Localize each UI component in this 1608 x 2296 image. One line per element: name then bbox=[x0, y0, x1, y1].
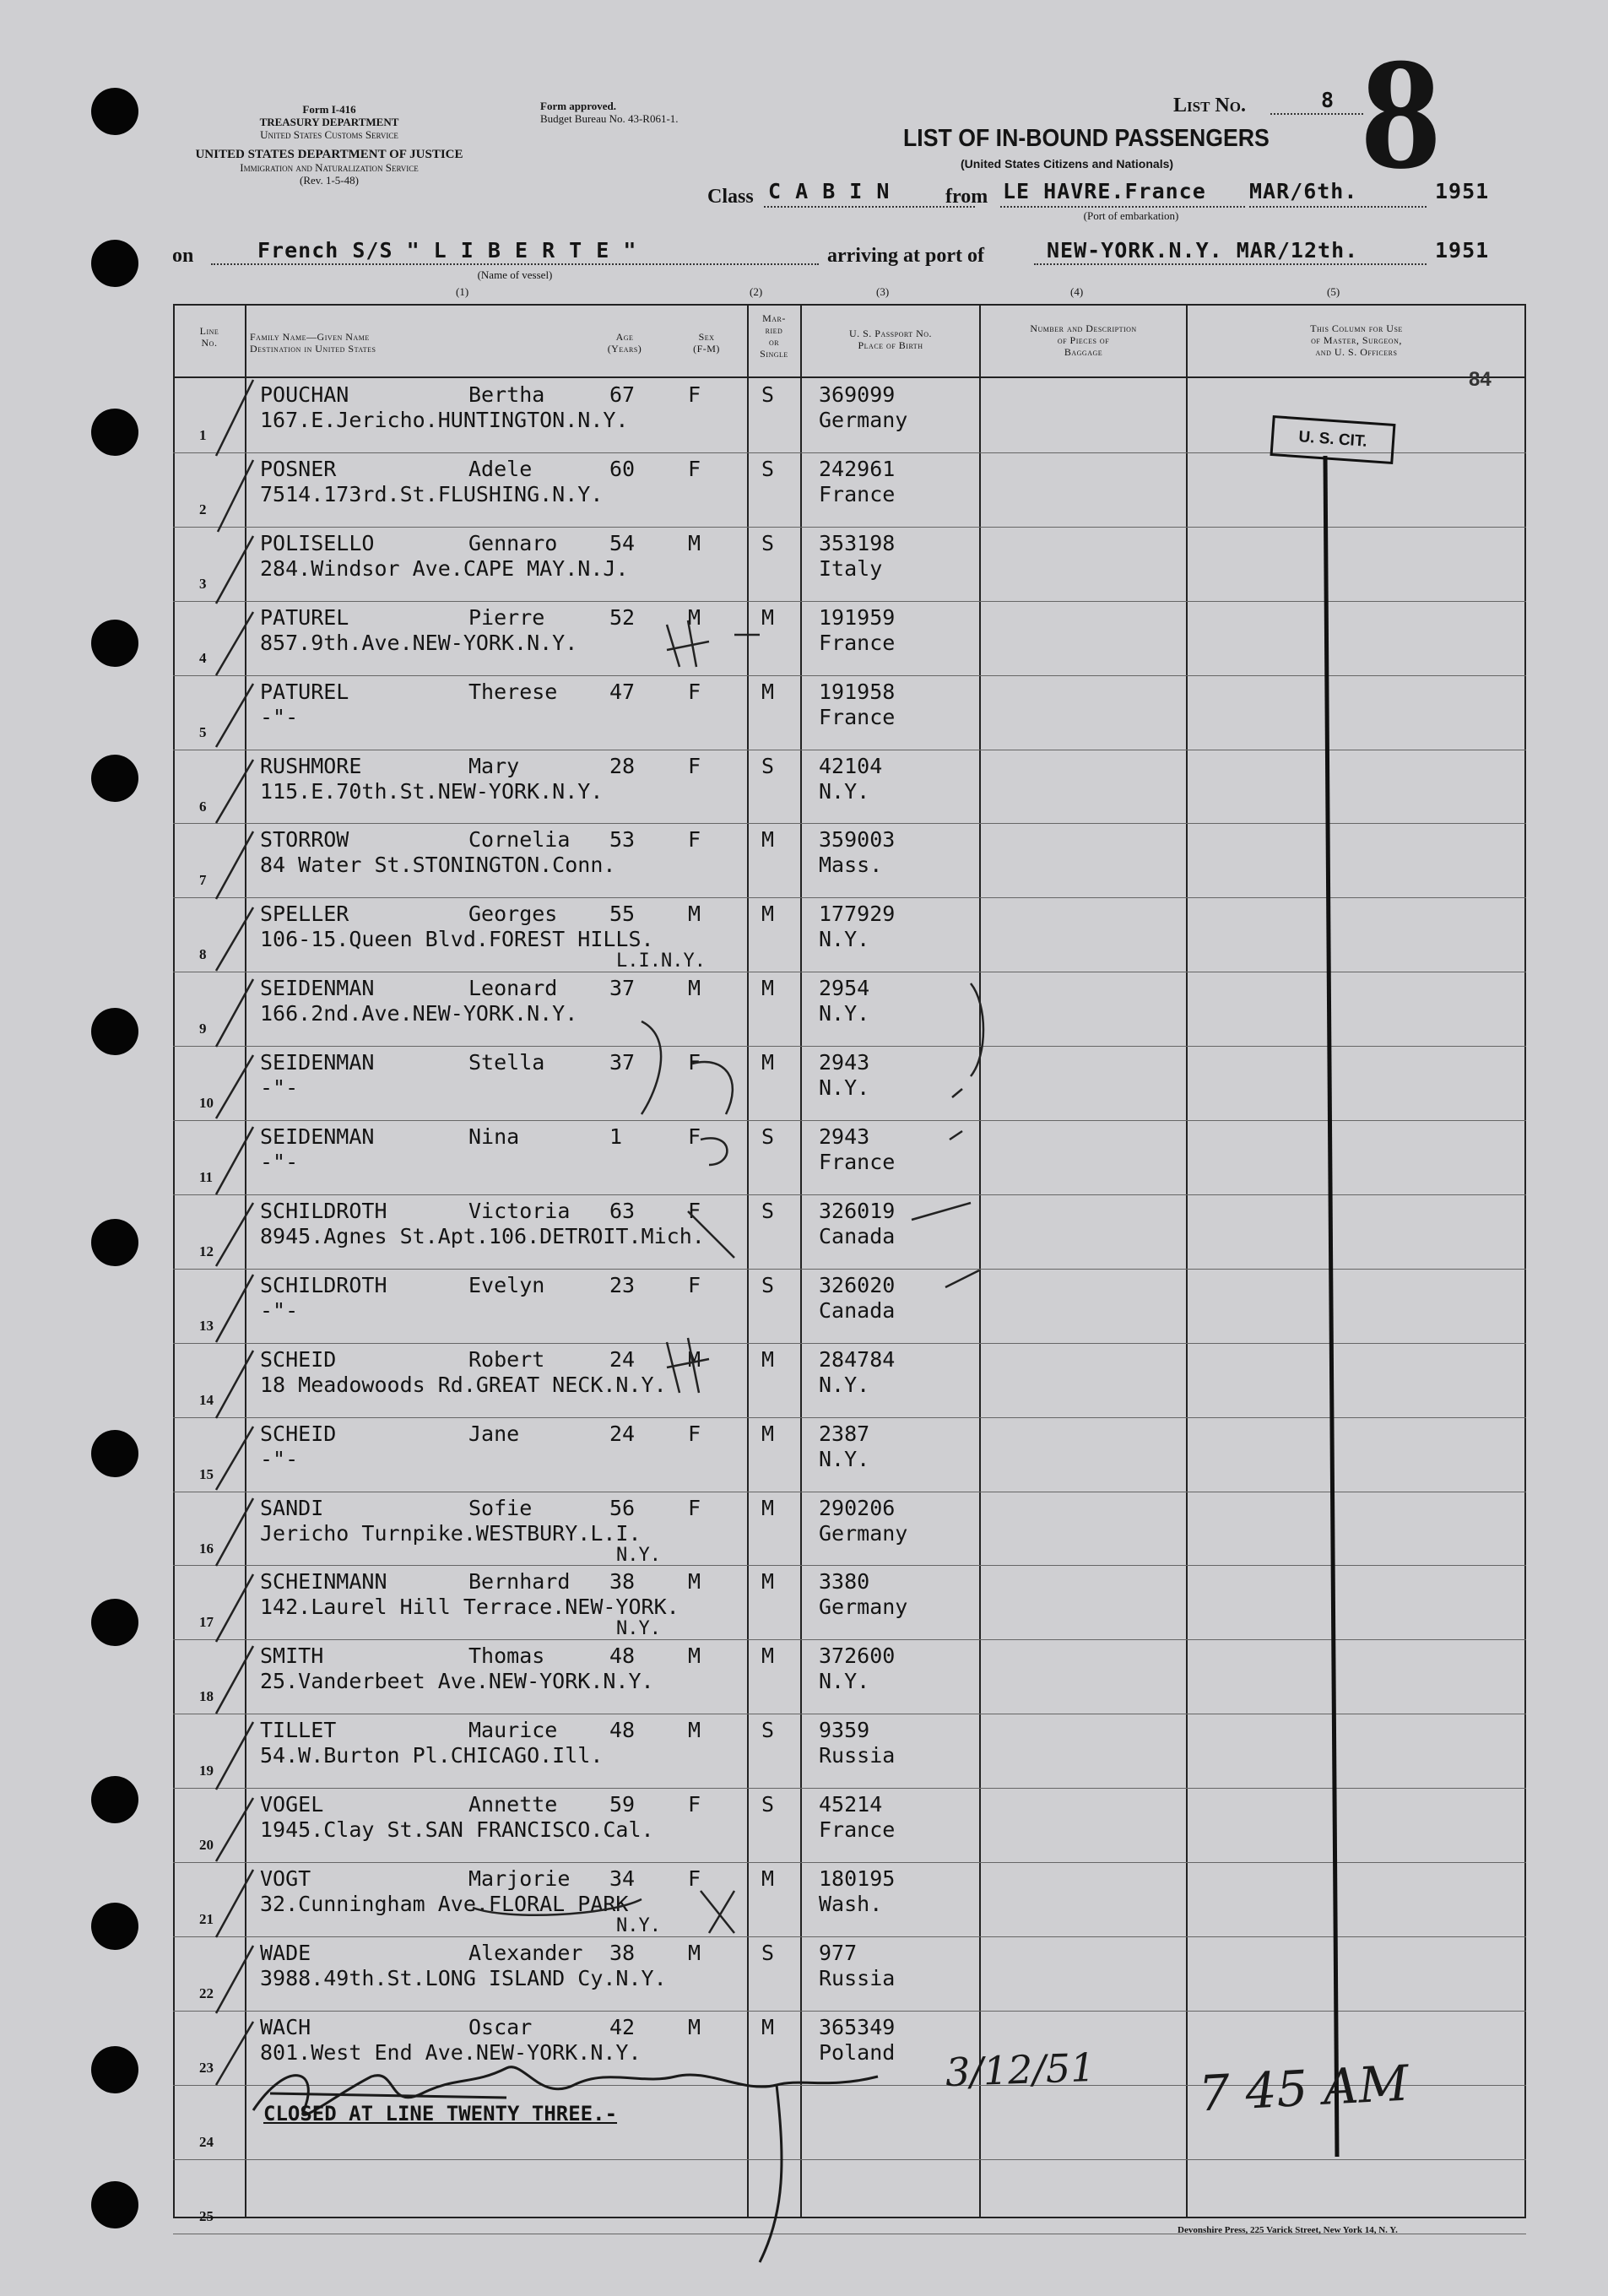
family-name: STORROW bbox=[260, 827, 349, 853]
class-label: Class bbox=[707, 186, 754, 208]
place-of-birth: France bbox=[819, 481, 896, 506]
line-number: 2 bbox=[199, 501, 207, 517]
sex: M bbox=[688, 1569, 701, 1595]
col-marker-4: (4) bbox=[1070, 285, 1084, 298]
sex: F bbox=[688, 1050, 701, 1075]
departure-year: 1951 bbox=[1435, 179, 1490, 203]
age: 24 bbox=[609, 1346, 636, 1372]
family-name: POSNER bbox=[260, 456, 337, 481]
family-name: WACH bbox=[260, 2014, 311, 2039]
list-no-value: 8 bbox=[1321, 88, 1335, 112]
destination: 115.E.70th.St.NEW-YORK.N.Y. bbox=[260, 778, 604, 804]
on-label: on bbox=[172, 245, 194, 267]
place-of-birth: Canada bbox=[819, 1223, 896, 1248]
class-value: C A B I N bbox=[768, 179, 891, 203]
destination: 54.W.Burton Pl.CHICAGO.Ill. bbox=[260, 1743, 604, 1768]
age: 55 bbox=[609, 902, 636, 927]
col-header-married-l2: ried bbox=[765, 324, 783, 336]
passport-number: 2943 bbox=[819, 1050, 870, 1075]
sex: F bbox=[688, 1272, 701, 1297]
line-number: 5 bbox=[199, 723, 207, 740]
passport-number: 180195 bbox=[819, 1866, 896, 1891]
marital-status: M bbox=[761, 604, 775, 630]
marital-status: S bbox=[761, 1198, 775, 1223]
marital-status: M bbox=[761, 2014, 775, 2039]
marital-status: S bbox=[761, 382, 775, 407]
given-name: Maurice bbox=[468, 1718, 558, 1743]
age: 52 bbox=[609, 604, 636, 630]
marital-status: S bbox=[761, 753, 775, 778]
destination-continued: N.Y. bbox=[616, 1915, 661, 1936]
printer-imprint: Devonshire Press, 225 Varick Street, New York 14, N. Y. bbox=[1178, 2225, 1398, 2235]
passport-number: 369099 bbox=[819, 382, 896, 407]
sex: M bbox=[688, 1346, 701, 1372]
passport-number: 372600 bbox=[819, 1643, 896, 1669]
sex: F bbox=[688, 456, 701, 481]
place-of-birth: Germany bbox=[819, 1595, 908, 1620]
given-name: Georges bbox=[468, 902, 558, 927]
sex: M bbox=[688, 902, 701, 927]
destination: 3988.49th.St.LONG ISLAND Cy.N.Y. bbox=[260, 1965, 667, 1990]
age: 56 bbox=[609, 1495, 636, 1520]
place-of-birth: N.Y. bbox=[819, 1372, 870, 1397]
arrival-year: 1951 bbox=[1435, 238, 1490, 263]
age: 23 bbox=[609, 1272, 636, 1297]
page-title: LIST OF IN-BOUND PASSENGERS bbox=[903, 125, 1270, 152]
family-name: SEIDENMAN bbox=[260, 1124, 375, 1149]
page-subtitle: (United States Citizens and Nationals) bbox=[961, 157, 1174, 171]
col-header-married-l1: Mar- bbox=[762, 312, 786, 324]
destination: 84 Water St.STONINGTON.Conn. bbox=[260, 853, 616, 878]
destination: 142.Laurel Hill Terrace.NEW-YORK. bbox=[260, 1595, 679, 1620]
place-of-birth: Canada bbox=[819, 1297, 896, 1323]
col-header-passport-l2: Place of Birth bbox=[858, 339, 923, 351]
line-number: 1 bbox=[199, 427, 207, 443]
age: 42 bbox=[609, 2014, 636, 2039]
family-name: WADE bbox=[260, 1940, 311, 1965]
marital-status: M bbox=[761, 976, 775, 1001]
check-marks bbox=[216, 380, 253, 2085]
marital-status: S bbox=[761, 1940, 775, 1965]
passport-number: 2943 bbox=[819, 1124, 870, 1149]
age: 24 bbox=[609, 1421, 636, 1446]
departure-date: MAR/6th. bbox=[1249, 179, 1358, 203]
col-header-baggage-l2: of Pieces of bbox=[1057, 334, 1110, 346]
vessel-value: French S/S " L I B E R T E " bbox=[257, 238, 637, 263]
marital-status: S bbox=[761, 1792, 775, 1817]
place-of-birth: Wash. bbox=[819, 1892, 883, 1916]
marital-status: M bbox=[761, 1643, 775, 1669]
family-name: SCHEID bbox=[260, 1421, 337, 1446]
passport-number: 284784 bbox=[819, 1346, 896, 1372]
line-number: 17 bbox=[199, 1614, 214, 1631]
destination: -"- bbox=[260, 1150, 299, 1174]
vessel-note: (Name of vessel) bbox=[477, 268, 553, 281]
sex: M bbox=[688, 1643, 701, 1669]
handwritten-time: 7 45 AM bbox=[1197, 2054, 1410, 2123]
sex: F bbox=[688, 1421, 701, 1446]
given-name: Adele bbox=[468, 456, 533, 481]
age: 47 bbox=[609, 679, 636, 704]
sex: M bbox=[688, 976, 701, 1001]
line-number: 6 bbox=[199, 798, 207, 815]
corner-note: 84 bbox=[1469, 368, 1492, 391]
destination-continued: N.Y. bbox=[616, 1618, 661, 1640]
destination: 284.Windsor Ave.CAPE MAY.N.J. bbox=[260, 555, 629, 581]
place-of-birth: N.Y. bbox=[819, 1001, 870, 1026]
place-of-birth: Mass. bbox=[819, 853, 883, 878]
col-marker-3: (3) bbox=[876, 285, 890, 298]
col-header-baggage-l1: Number and Description bbox=[1030, 322, 1137, 334]
budget-bureau: Budget Bureau No. 43-R061-1. bbox=[540, 112, 679, 125]
officer-long-line bbox=[1325, 456, 1337, 2157]
customs-service: United States Customs Service bbox=[260, 128, 398, 141]
given-name: Bertha bbox=[468, 382, 545, 407]
place-of-birth: Russia bbox=[819, 1743, 896, 1768]
col-header-baggage-l3: Baggage bbox=[1064, 346, 1103, 358]
arriving-label: arriving at port of bbox=[827, 245, 984, 267]
family-name: VOGT bbox=[260, 1866, 311, 1891]
sex: F bbox=[688, 1495, 701, 1520]
form-number: Form I-416 bbox=[302, 103, 356, 116]
port-value: LE HAVRE.France bbox=[1003, 179, 1206, 203]
given-name: Mary bbox=[468, 753, 520, 778]
arrival-value: NEW-YORK.N.Y. MAR/12th. bbox=[1047, 238, 1359, 263]
place-of-birth: N.Y. bbox=[819, 1669, 870, 1694]
family-name: SEIDENMAN bbox=[260, 1050, 375, 1075]
given-name: Pierre bbox=[468, 604, 545, 630]
age: 34 bbox=[609, 1866, 636, 1891]
age: 67 bbox=[609, 382, 636, 407]
marital-status: M bbox=[761, 827, 775, 853]
sex: M bbox=[688, 1718, 701, 1743]
sex: F bbox=[688, 1792, 701, 1817]
marital-status: S bbox=[761, 1272, 775, 1297]
given-name: Marjorie bbox=[468, 1866, 571, 1891]
passport-number: 353198 bbox=[819, 530, 896, 555]
line-number: 16 bbox=[199, 1540, 214, 1557]
given-name: Evelyn bbox=[468, 1272, 545, 1297]
marital-status: M bbox=[761, 1495, 775, 1520]
passport-number: 977 bbox=[819, 1940, 858, 1965]
destination: 8945.Agnes St.Apt.106.DETROIT.Mich. bbox=[260, 1223, 705, 1248]
age: 48 bbox=[609, 1718, 636, 1743]
family-name: SCHEINMANN bbox=[260, 1569, 387, 1595]
treasury-department: TREASURY DEPARTMENT bbox=[259, 116, 399, 128]
line-number: 3 bbox=[199, 575, 207, 592]
passport-number: 3380 bbox=[819, 1569, 870, 1595]
given-name: Oscar bbox=[468, 2014, 533, 2039]
passport-number: 177929 bbox=[819, 902, 896, 927]
given-name: Sofie bbox=[468, 1495, 533, 1520]
marital-status: M bbox=[761, 902, 775, 927]
destination: 1945.Clay St.SAN FRANCISCO.Cal. bbox=[260, 1817, 654, 1843]
line-number: 24 bbox=[199, 2133, 214, 2150]
col-header-officer-l2: of Master, Surgeon, bbox=[1311, 334, 1402, 346]
family-name: SCHILDROTH bbox=[260, 1198, 387, 1223]
passport-number: 191958 bbox=[819, 679, 896, 704]
age: 59 bbox=[609, 1792, 636, 1817]
destination: 25.Vanderbeet Ave.NEW-YORK.N.Y. bbox=[260, 1669, 654, 1694]
marital-status: M bbox=[761, 679, 775, 704]
col-header-married-l4: Single bbox=[760, 348, 788, 360]
col-header-officer-l1: This Column for Use bbox=[1310, 322, 1403, 334]
col-header-passport-l1: U. S. Passport No. bbox=[848, 328, 933, 339]
age: 37 bbox=[609, 1050, 636, 1075]
passport-number: 2387 bbox=[819, 1421, 870, 1446]
line-number: 14 bbox=[199, 1391, 214, 1408]
age: 54 bbox=[609, 530, 636, 555]
passport-number: 326020 bbox=[819, 1272, 896, 1297]
given-name: Alexander bbox=[468, 1940, 583, 1965]
col-header-line-text: Line No. bbox=[199, 325, 219, 349]
destination: 106-15.Queen Blvd.FOREST HILLS. bbox=[260, 927, 654, 952]
marital-status: S bbox=[761, 456, 775, 481]
place-of-birth: Poland bbox=[819, 2039, 896, 2065]
destination: 167.E.Jericho.HUNTINGTON.N.Y. bbox=[260, 408, 629, 432]
place-of-birth: Germany bbox=[819, 408, 908, 432]
place-of-birth: N.Y. bbox=[819, 778, 870, 804]
list-no-label: List No. bbox=[1173, 95, 1246, 116]
marital-status: M bbox=[761, 1569, 775, 1595]
form-approved: Form approved. bbox=[540, 100, 617, 112]
destination: 857.9th.Ave.NEW-YORK.N.Y. bbox=[260, 630, 578, 655]
marital-status: M bbox=[761, 1866, 775, 1891]
destination: 166.2nd.Ave.NEW-YORK.N.Y. bbox=[260, 1001, 578, 1026]
closed-note: CLOSED AT LINE TWENTY THREE.- bbox=[263, 2102, 618, 2125]
destination-continued: L.I.N.Y. bbox=[616, 950, 706, 972]
passport-number: 2954 bbox=[819, 976, 870, 1001]
line-number: 21 bbox=[199, 1911, 214, 1927]
destination: 18 Meadowoods Rd.GREAT NECK.N.Y. bbox=[260, 1372, 667, 1397]
destination: -"- bbox=[260, 704, 299, 729]
marital-status: S bbox=[761, 530, 775, 555]
sex: F bbox=[688, 1198, 701, 1223]
age: 53 bbox=[609, 827, 636, 853]
col-marker-1: (1) bbox=[456, 285, 469, 298]
line-number: 13 bbox=[199, 1317, 214, 1334]
sex: F bbox=[688, 1866, 701, 1891]
sex: M bbox=[688, 1940, 701, 1965]
line-number: 10 bbox=[199, 1095, 214, 1112]
col-header-sex-l1: Sex bbox=[698, 331, 715, 343]
passport-number: 42104 bbox=[819, 753, 883, 778]
marital-status: M bbox=[761, 1050, 775, 1075]
line-number: 15 bbox=[199, 1465, 214, 1482]
line-number: 23 bbox=[199, 2059, 214, 2076]
inspector-signature bbox=[253, 2067, 878, 2262]
place-of-birth: N.Y. bbox=[819, 1446, 870, 1471]
line-number: 9 bbox=[199, 1021, 207, 1037]
given-name: Thomas bbox=[468, 1643, 545, 1669]
destination: 801.West End Ave.NEW-YORK.N.Y. bbox=[260, 2039, 642, 2065]
marital-status: S bbox=[761, 1718, 775, 1743]
marital-status: M bbox=[761, 1421, 775, 1446]
family-name: PATUREL bbox=[260, 604, 349, 630]
sex: M bbox=[688, 2014, 701, 2039]
given-name: Stella bbox=[468, 1050, 545, 1075]
destination: 7514.173rd.St.FLUSHING.N.Y. bbox=[260, 481, 604, 506]
line-number: 4 bbox=[199, 649, 207, 666]
destination-continued: N.Y. bbox=[616, 1544, 661, 1566]
line-number: 19 bbox=[199, 1763, 214, 1779]
marital-status: S bbox=[761, 1124, 775, 1149]
family-name: RUSHMORE bbox=[260, 753, 362, 778]
given-name: Jane bbox=[468, 1421, 520, 1446]
line-number: 25 bbox=[199, 2207, 214, 2224]
col-header-name-l1: Family Name—Given Name bbox=[250, 331, 370, 343]
passport-number: 365349 bbox=[819, 2014, 896, 2039]
sex: F bbox=[688, 679, 701, 704]
from-label: from bbox=[945, 186, 988, 208]
line-number: 12 bbox=[199, 1243, 214, 1259]
family-name: SMITH bbox=[260, 1643, 324, 1669]
given-name: Nina bbox=[468, 1124, 520, 1149]
family-name: POUCHAN bbox=[260, 382, 349, 407]
destination: Jericho Turnpike.WESTBURY.L.I. bbox=[260, 1520, 642, 1546]
passport-number: 242961 bbox=[819, 456, 896, 481]
sex: F bbox=[688, 1124, 701, 1149]
destination: 32.Cunningham Ave.FLORAL PARK bbox=[260, 1892, 629, 1916]
passport-number: 191959 bbox=[819, 604, 896, 630]
age: 1 bbox=[609, 1124, 623, 1149]
place-of-birth: Germany bbox=[819, 1520, 908, 1546]
col-header-married-l3: or bbox=[768, 336, 780, 348]
sex-column-scribbles bbox=[473, 620, 760, 1933]
col-marker-5: (5) bbox=[1327, 285, 1340, 298]
col-header-officer-l3: and U. S. Officers bbox=[1315, 346, 1398, 358]
family-name: SANDI bbox=[260, 1495, 324, 1520]
given-name: Therese bbox=[468, 679, 558, 704]
family-name: TILLET bbox=[260, 1718, 337, 1743]
ins-service: Immigration and Naturalization Service bbox=[240, 161, 419, 174]
destination: -"- bbox=[260, 1075, 299, 1101]
line-number: 18 bbox=[199, 1688, 214, 1705]
line-number: 11 bbox=[199, 1169, 214, 1185]
sex: F bbox=[688, 827, 701, 853]
age: 28 bbox=[609, 753, 636, 778]
sex: M bbox=[688, 530, 701, 555]
given-name: Cornelia bbox=[468, 827, 571, 853]
place-of-birth: France bbox=[819, 704, 896, 729]
baggage-ticks bbox=[912, 983, 983, 1287]
place-of-birth: Russia bbox=[819, 1965, 896, 1990]
family-name: VOGEL bbox=[260, 1792, 324, 1817]
col-header-name-l2: Destination in United States bbox=[250, 343, 376, 355]
given-name: Victoria bbox=[468, 1198, 571, 1223]
col-header-sex-l2: (F-M) bbox=[693, 343, 720, 355]
sex: F bbox=[688, 382, 701, 407]
family-name: SCHILDROTH bbox=[260, 1272, 387, 1297]
justice-department: UNITED STATES DEPARTMENT OF JUSTICE bbox=[195, 148, 463, 161]
given-name: Bernhard bbox=[468, 1569, 571, 1595]
family-name: PATUREL bbox=[260, 679, 349, 704]
place-of-birth: France bbox=[819, 1817, 896, 1843]
family-name: POLISELLO bbox=[260, 530, 375, 555]
given-name: Gennaro bbox=[468, 530, 558, 555]
place-of-birth: France bbox=[819, 1150, 896, 1174]
age: 48 bbox=[609, 1643, 636, 1669]
handwritten-date: 3/12/51 bbox=[945, 2044, 1096, 2096]
line-number: 8 bbox=[199, 946, 207, 963]
place-of-birth: N.Y. bbox=[819, 1075, 870, 1101]
port-note: (Port of embarkation) bbox=[1083, 209, 1179, 222]
place-of-birth: N.Y. bbox=[819, 927, 870, 952]
given-name: Robert bbox=[468, 1346, 545, 1372]
big-list-number: 8 bbox=[1361, 25, 1441, 203]
line-number: 7 bbox=[199, 872, 207, 889]
col-header-age-l2: (Years) bbox=[607, 343, 642, 355]
age: 38 bbox=[609, 1569, 636, 1595]
passport-number: 359003 bbox=[819, 827, 896, 853]
line-number: 20 bbox=[199, 1837, 214, 1854]
age: 38 bbox=[609, 1940, 636, 1965]
form-revision: (Rev. 1-5-48) bbox=[300, 174, 359, 187]
given-name: Leonard bbox=[468, 976, 558, 1001]
stamp-text: U. S. CIT. bbox=[1297, 428, 1368, 451]
marital-status: M bbox=[761, 1346, 775, 1372]
age: 37 bbox=[609, 976, 636, 1001]
line-number: 22 bbox=[199, 1985, 214, 2001]
col-marker-2: (2) bbox=[750, 285, 763, 298]
place-of-birth: Italy bbox=[819, 555, 883, 581]
passport-number: 45214 bbox=[819, 1792, 883, 1817]
family-name: SCHEID bbox=[260, 1346, 337, 1372]
col-header-age-l1: Age bbox=[615, 331, 634, 343]
sex: F bbox=[688, 753, 701, 778]
place-of-birth: France bbox=[819, 630, 896, 655]
passport-number: 9359 bbox=[819, 1718, 870, 1743]
age: 60 bbox=[609, 456, 636, 481]
given-name: Annette bbox=[468, 1792, 558, 1817]
passport-number: 326019 bbox=[819, 1198, 896, 1223]
age: 63 bbox=[609, 1198, 636, 1223]
passport-number: 290206 bbox=[819, 1495, 896, 1520]
sex: M bbox=[688, 604, 701, 630]
family-name: SPELLER bbox=[260, 902, 349, 927]
destination: -"- bbox=[260, 1446, 299, 1471]
family-name: SEIDENMAN bbox=[260, 976, 375, 1001]
destination: -"- bbox=[260, 1297, 299, 1323]
